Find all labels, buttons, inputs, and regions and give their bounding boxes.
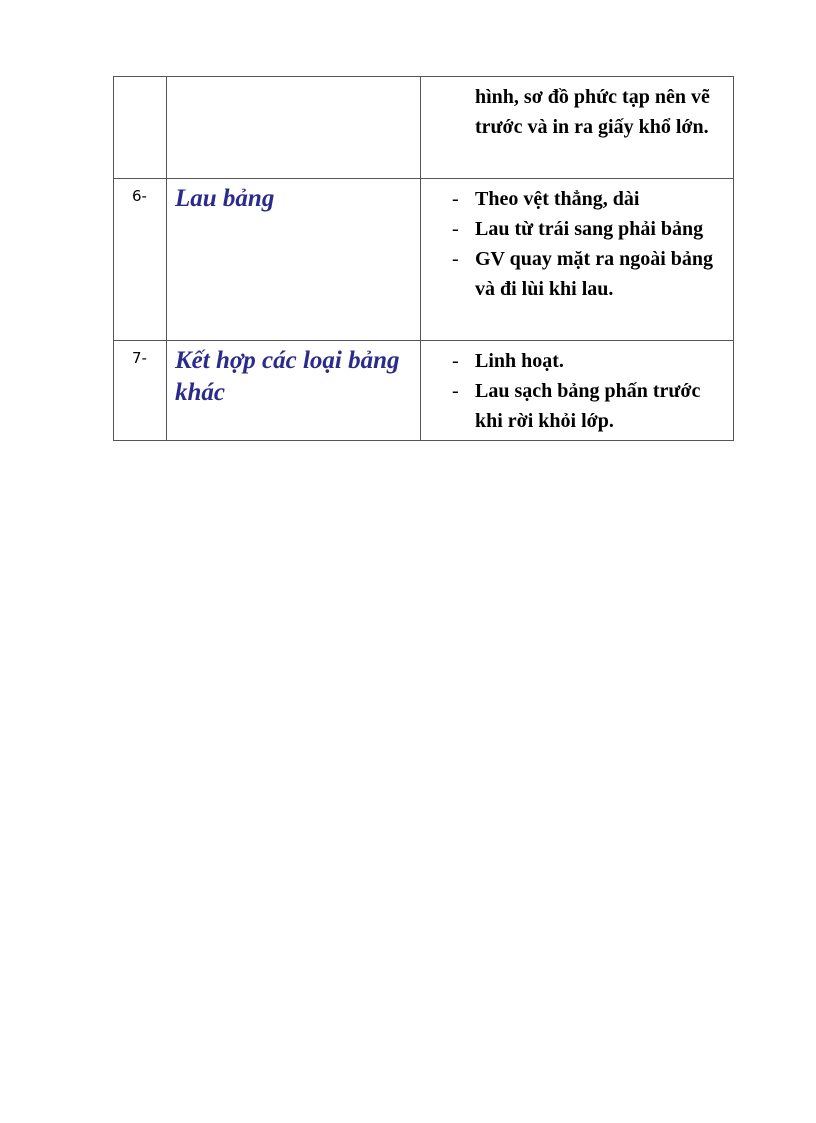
dash-bullet: - <box>452 350 459 372</box>
note-text: Linh hoạt. <box>475 350 564 372</box>
note-list <box>421 184 733 304</box>
row-title-cell <box>167 77 421 179</box>
dash-bullet: - <box>452 188 459 210</box>
row-title-cell <box>167 179 421 341</box>
note-text: Lau từ trái sang phải bảng <box>475 218 704 240</box>
table-row <box>114 179 734 341</box>
row-number <box>114 77 167 179</box>
table-row <box>114 341 734 441</box>
note-continuation: hình, sơ đồ phức tạp nên vẽ trước và in ra giấy khổ lớn. <box>475 86 710 138</box>
list-item <box>421 346 733 376</box>
row-number: 7- <box>114 341 167 441</box>
list-item <box>421 184 733 214</box>
row-number: 6- <box>114 179 167 341</box>
table-row <box>114 77 734 179</box>
content-table <box>113 76 734 441</box>
row-title-cell <box>167 341 421 441</box>
row-title: Kết hợp các loại bảng khác <box>175 347 400 406</box>
dash-bullet: - <box>452 218 459 240</box>
row-notes-cell <box>421 179 734 341</box>
list-item <box>421 244 733 304</box>
list-item <box>421 376 733 436</box>
list-item <box>421 214 733 244</box>
row-notes-cell <box>421 77 734 179</box>
note-list <box>421 346 733 436</box>
dash-bullet: - <box>452 380 459 402</box>
note-text: Theo vệt thẳng, dài <box>475 188 640 210</box>
row-title: Lau bảng <box>175 185 275 212</box>
note-text: GV quay mặt ra ngoài bảng và đi lùi khi lau. <box>475 248 714 300</box>
row-notes-cell <box>421 341 734 441</box>
note-text: Lau sạch bảng phấn trước khi rời khỏi lớp. <box>475 380 701 432</box>
dash-bullet: - <box>452 248 459 270</box>
